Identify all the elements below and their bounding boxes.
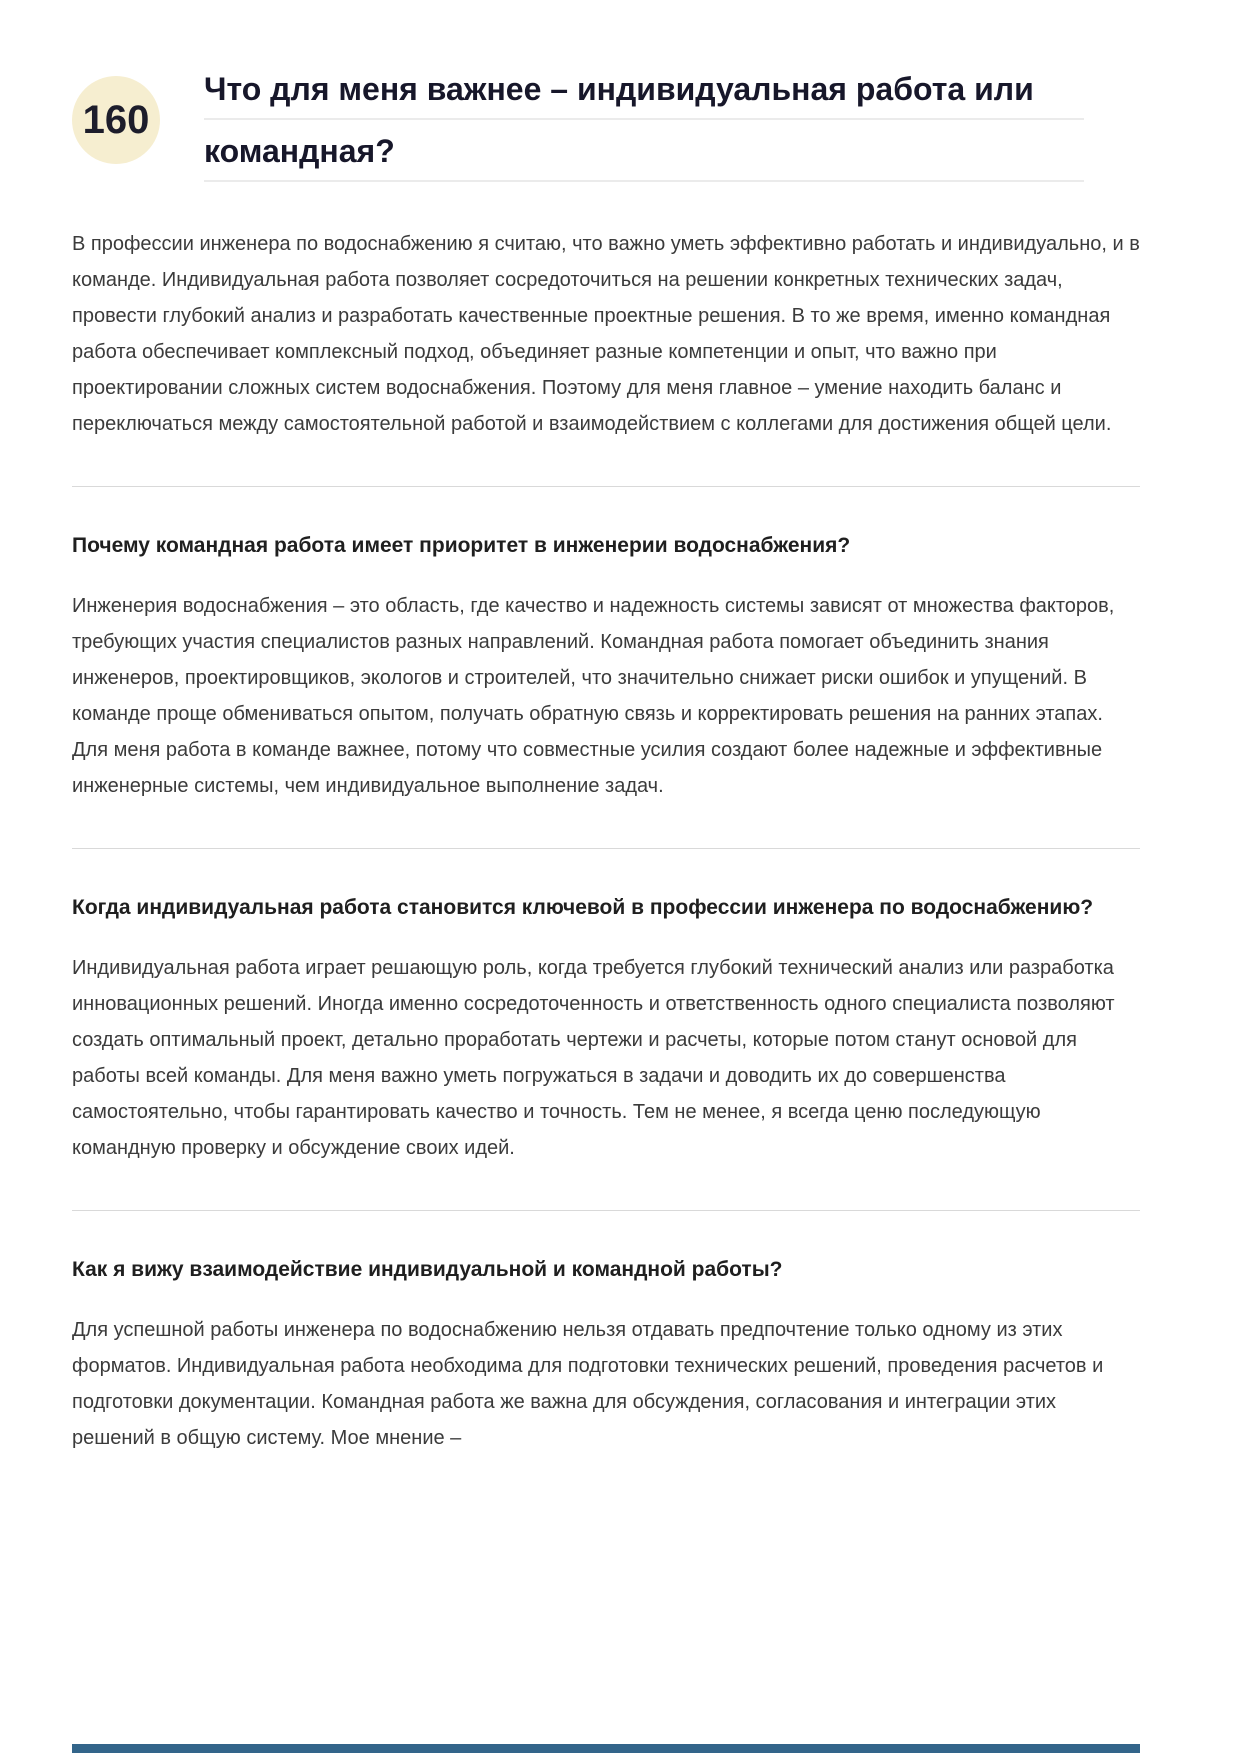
section-paragraph: Для успешной работы инженера по водоснабжению нельзя отдавать предпочтение только одному из этих форматов. Индивидуальная работа необходима для подготовки технических решений, проведения расчетов и подготовки документации. Командная работа же важна для обсуждения, согласования и интеграции этих решений в общую систему. Мое мнение – bbox=[72, 1319, 1104, 1449]
article-header bbox=[72, 58, 1167, 182]
section-heading: Почему командная работа имеет приоритет в инженерии водоснабжения? bbox=[72, 534, 851, 557]
section-paragraph: Инженерия водоснабжения – это область, где качество и надежность системы зависят от множества факторов, требующих участия специалистов разных направлений. Командная работа помогает объединить знания инженеров, проектировщиков, экологов и строителей, что значительно снижает риски ошибок и упущений. В команде проще обмениваться опытом, получать обратную связь и корректировать решения на ранних этапах. Для меня работа в команде важнее, потому что совместные усилия создают более надежные и эффективные инженерные системы, чем индивидуальное выполнение задач. bbox=[72, 595, 1115, 797]
section-interaction bbox=[72, 1253, 1140, 1456]
section-individual-key bbox=[72, 891, 1140, 1166]
section-divider bbox=[72, 1210, 1140, 1211]
intro-paragraph: В профессии инженера по водоснабжению я считаю, что важно уметь эффективно работать и индивидуально, и в команде. Индивидуальная работа позволяет сосредоточиться на решении конкретных технических задач, провести глубокий анализ и разработать качественные проектные решения. В то же время, именно командная работа обеспечивает комплексный подход, объединяет разные компетенции и опыт, что важно при проектировании сложных систем водоснабжения. Поэтому для меня главное – умение находить баланс и переключаться между самостоятельной работой и взаимодействием с коллегами для достижения общей цели. bbox=[72, 233, 1140, 435]
section-divider bbox=[72, 848, 1140, 849]
section-divider bbox=[72, 486, 1140, 487]
article-title: Что для меня важнее – индивидуальная работа или командная? bbox=[204, 58, 1084, 182]
section-heading: Как я вижу взаимодействие индивидуальной и командной работы? bbox=[72, 1258, 783, 1281]
section-teamwork-priority bbox=[72, 529, 1140, 804]
question-number-badge: 160 bbox=[72, 76, 160, 164]
bottom-accent-bar bbox=[72, 1744, 1140, 1753]
section-paragraph: Индивидуальная работа играет решающую роль, когда требуется глубокий технический анализ или разработка инновационных решений. Иногда именно сосредоточенность и ответственность одного специалиста позволяют создать оптимальный проект, детально проработать чертежи и расчеты, которые потом станут основой для работы всей команды. Для меня важно уметь погружаться в задачи и доводить их до совершенства самостоятельно, чтобы гарантировать качество и точность. Тем не менее, я всегда ценю последующую командную проверку и обсуждение своих идей. bbox=[72, 957, 1115, 1159]
section-heading: Когда индивидуальная работа становится ключевой в профессии инженера по водоснабжению? bbox=[72, 896, 1094, 919]
article-content bbox=[72, 226, 1140, 1456]
